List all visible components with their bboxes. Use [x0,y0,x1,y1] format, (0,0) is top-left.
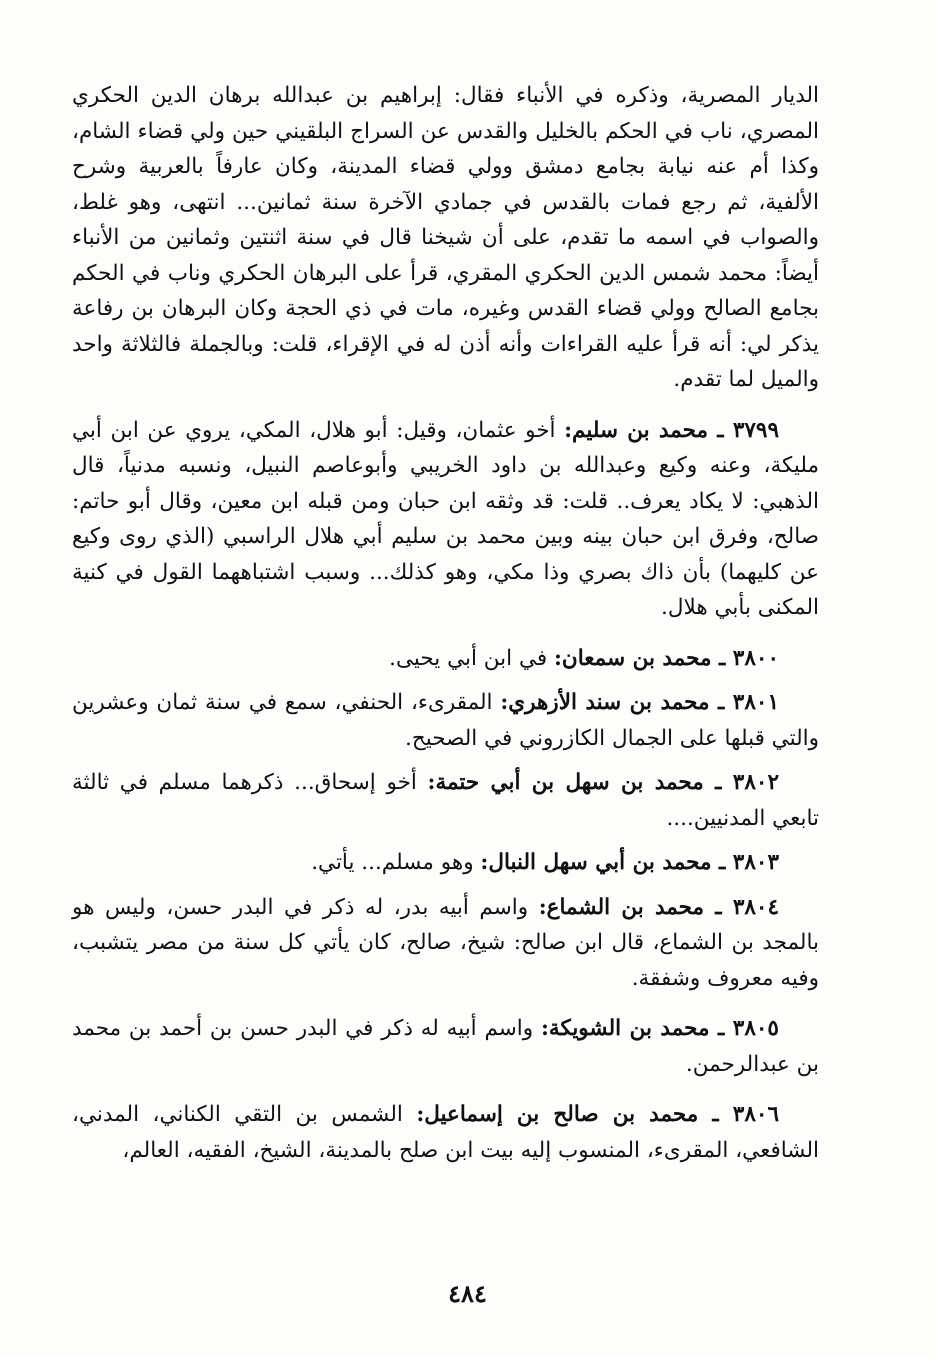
entry-3802 [72,765,819,836]
entry-heading: ٣٨٠٢ ـ محمد بن سهل بن أبي حتمة: [427,770,779,795]
entry-3801 [72,685,819,756]
entry-text: في ابن أبي يحيى. [389,645,554,671]
page-body [72,78,819,1183]
paragraph-text: الديار المصرية، وذكره في الأنباء فقال: إبراهيم بن عبدالله برهان الدين الحكري المصري، ناب في الحكم بالخليل والقدس عن السراج البلقيني حين ولي قضاء الشام، وكذا أم عنه نيابة بجامع دمشق وولي قضاء المدينة، وكان عارفاً بالعربية وشرح الألفية، ثم رجع فمات بالقدس في جمادي الآخرة سنة ثمانين... انتهى، وهو غلط، والصواب في اسمه ما تقدم، على أن شيخنا قال في سنة اثنتين وثمانين من الأنباء أيضاً: محمد شمس الدين الحكري المقري، قرأ على البرهان الحكري وناب في الحكم بجامع الصالح وولي قضاء القدس وغيره، مات في ذي الحجة وكان البرهان بن رفاعة يذكر لي: أنه قرأ عليه القراءات وأنه أذن له في الإقراء، قلت: وبالجملة فالثلاثة واحد والميل لما تقدم. [72,83,819,392]
entry-heading: ٣٨٠٤ ـ محمد بن الشماع: [538,894,780,920]
entry-3800 [72,641,819,677]
entry-heading: ٣٨٠١ ـ محمد بن سند الأزهري: [500,690,779,715]
entry-text: أخو إسحاق... ذكرهما مسلم في ثالثة تابعي المدنيين.... [72,770,819,831]
continuation-paragraph [72,78,819,398]
entry-3804 [72,890,819,997]
entry-3799 [72,413,819,626]
entry-heading: ٣٧٩٩ ـ محمد بن سليم: [564,417,780,443]
entry-heading: ٣٨٠٠ ـ محمد بن سمعان: [554,645,779,671]
page-number: ٤٨٤ [448,1279,487,1308]
entry-text: واسم أبيه بدر، له ذكر في البدر حسن، وليس هو بالمجد بن الشماع، قال ابن صالح: شيخ، صالح، كان يأتي كل سنة من مصر يتشبب، وفيه معروف وشفقة. [72,894,819,991]
entry-text: واسم أبيه له ذكر في البدر حسن بن أحمد بن محمد بن عبدالرحمن. [72,1016,819,1077]
entry-heading: ٣٨٠٥ ـ محمد بن الشويكة: [540,1016,779,1041]
entry-text: وهو مسلم... يأتي. [311,850,481,875]
entry-heading: ٣٨٠٣ ـ محمد بن أبي سهل النبال: [480,850,779,875]
entry-heading: ٣٨٠٦ ـ محمد بن صالح بن إسماعيل: [416,1102,779,1127]
entry-3806 [72,1097,819,1168]
entry-text: المقرىء، الحنفي، سمع في سنة ثمان وعشرين والتي قبلها على الجمال الكازروني في الصحيح. [72,690,819,751]
entry-text: الشمس بن التقي الكناني، المدني، الشافعي، المقرىء، المنسوب إليه بيت ابن صلح بالمدينة، الشيخ، الفقيه، العالم، [72,1102,819,1163]
entry-text: أخو عثمان، وقيل: أبو هلال، المكي، يروي عن ابن أبي مليكة، وعنه وكيع وعبدالله بن داود الخريبي وأبوعاصم النبيل، ونسبه مدنياً، قال الذهبي: لا يكاد يعرف.. قلت: قد وثقه ابن حبان ومن قبله ابن معين، وقال أبو حاتم: صالح، وفرق ابن حبان بينه وبين محمد بن سليم أبي هلال الراسبي (الذي روى وكيع عن كليهما) بأن ذاك بصري وذا مكي، وهو كذلك... وسبب اشتباههما القول في كنية المكنى بأبي هلال. [72,417,819,620]
entry-3803 [72,845,819,881]
entry-3805 [72,1011,819,1082]
